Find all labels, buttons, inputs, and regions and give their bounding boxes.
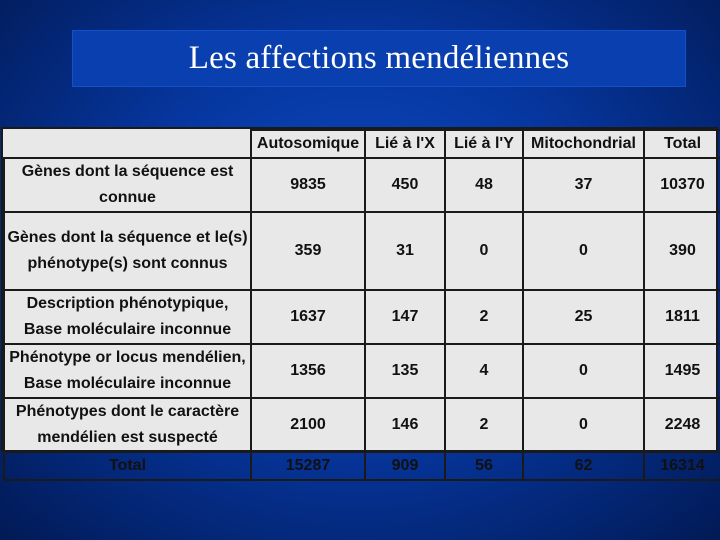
header-total: Total (644, 130, 720, 158)
table-cell: 62 (523, 452, 644, 480)
table-cell: 146 (365, 398, 445, 452)
table-cell: 0 (523, 344, 644, 398)
table-row (4, 290, 720, 344)
table-cell: 1356 (251, 344, 365, 398)
header-lie-y: Lié à l'Y (445, 130, 523, 158)
table-cell: 0 (523, 212, 644, 290)
table-cell: 359 (251, 212, 365, 290)
table-cell: 2 (445, 290, 523, 344)
table-cell: 390 (644, 212, 720, 290)
table-cell: 9835 (251, 158, 365, 212)
row-label: Total (4, 452, 251, 480)
table-cell: 1637 (251, 290, 365, 344)
header-mitochondrial: Mitochondrial (523, 130, 644, 158)
table-cell: 1495 (644, 344, 720, 398)
row-label: Gènes dont la séquence et le(s) phénotype(s) sont connus (4, 212, 251, 290)
table-cell: 25 (523, 290, 644, 344)
table-cell: 909 (365, 452, 445, 480)
row-label: Phénotypes dont le caractère mendélien est suspecté (4, 398, 251, 452)
slide-title: Les affections mendéliennes (188, 40, 570, 76)
table-cell: 2 (445, 398, 523, 452)
table-cell: 2248 (644, 398, 720, 452)
table-row (4, 344, 720, 398)
table-row (4, 158, 720, 212)
header-autosomique: Autosomique (251, 130, 365, 158)
row-label: Gènes dont la séquence est connue (4, 158, 251, 212)
table-cell: 48 (445, 158, 523, 212)
header-row (4, 130, 720, 158)
title-bar (72, 30, 686, 87)
row-label: Phénotype or locus mendélien, Base moléculaire inconnue (4, 344, 251, 398)
total-row (4, 452, 720, 480)
table-cell: 31 (365, 212, 445, 290)
row-label: Description phénotypique, Base moléculaire inconnue (4, 290, 251, 344)
table-cell: 10370 (644, 158, 720, 212)
data-table (1, 127, 718, 474)
table-row (4, 398, 720, 452)
header-lie-x: Lié à l'X (365, 130, 445, 158)
table-cell: 16314 (644, 452, 720, 480)
header-corner (4, 130, 251, 158)
table-cell: 2100 (251, 398, 365, 452)
table-cell: 135 (365, 344, 445, 398)
table-row (4, 212, 720, 290)
table-cell: 147 (365, 290, 445, 344)
table-cell: 56 (445, 452, 523, 480)
table-cell: 450 (365, 158, 445, 212)
table-cell: 37 (523, 158, 644, 212)
table-cell: 15287 (251, 452, 365, 480)
table-cell: 1811 (644, 290, 720, 344)
table-cell: 0 (445, 212, 523, 290)
table-cell: 4 (445, 344, 523, 398)
table-cell: 0 (523, 398, 644, 452)
